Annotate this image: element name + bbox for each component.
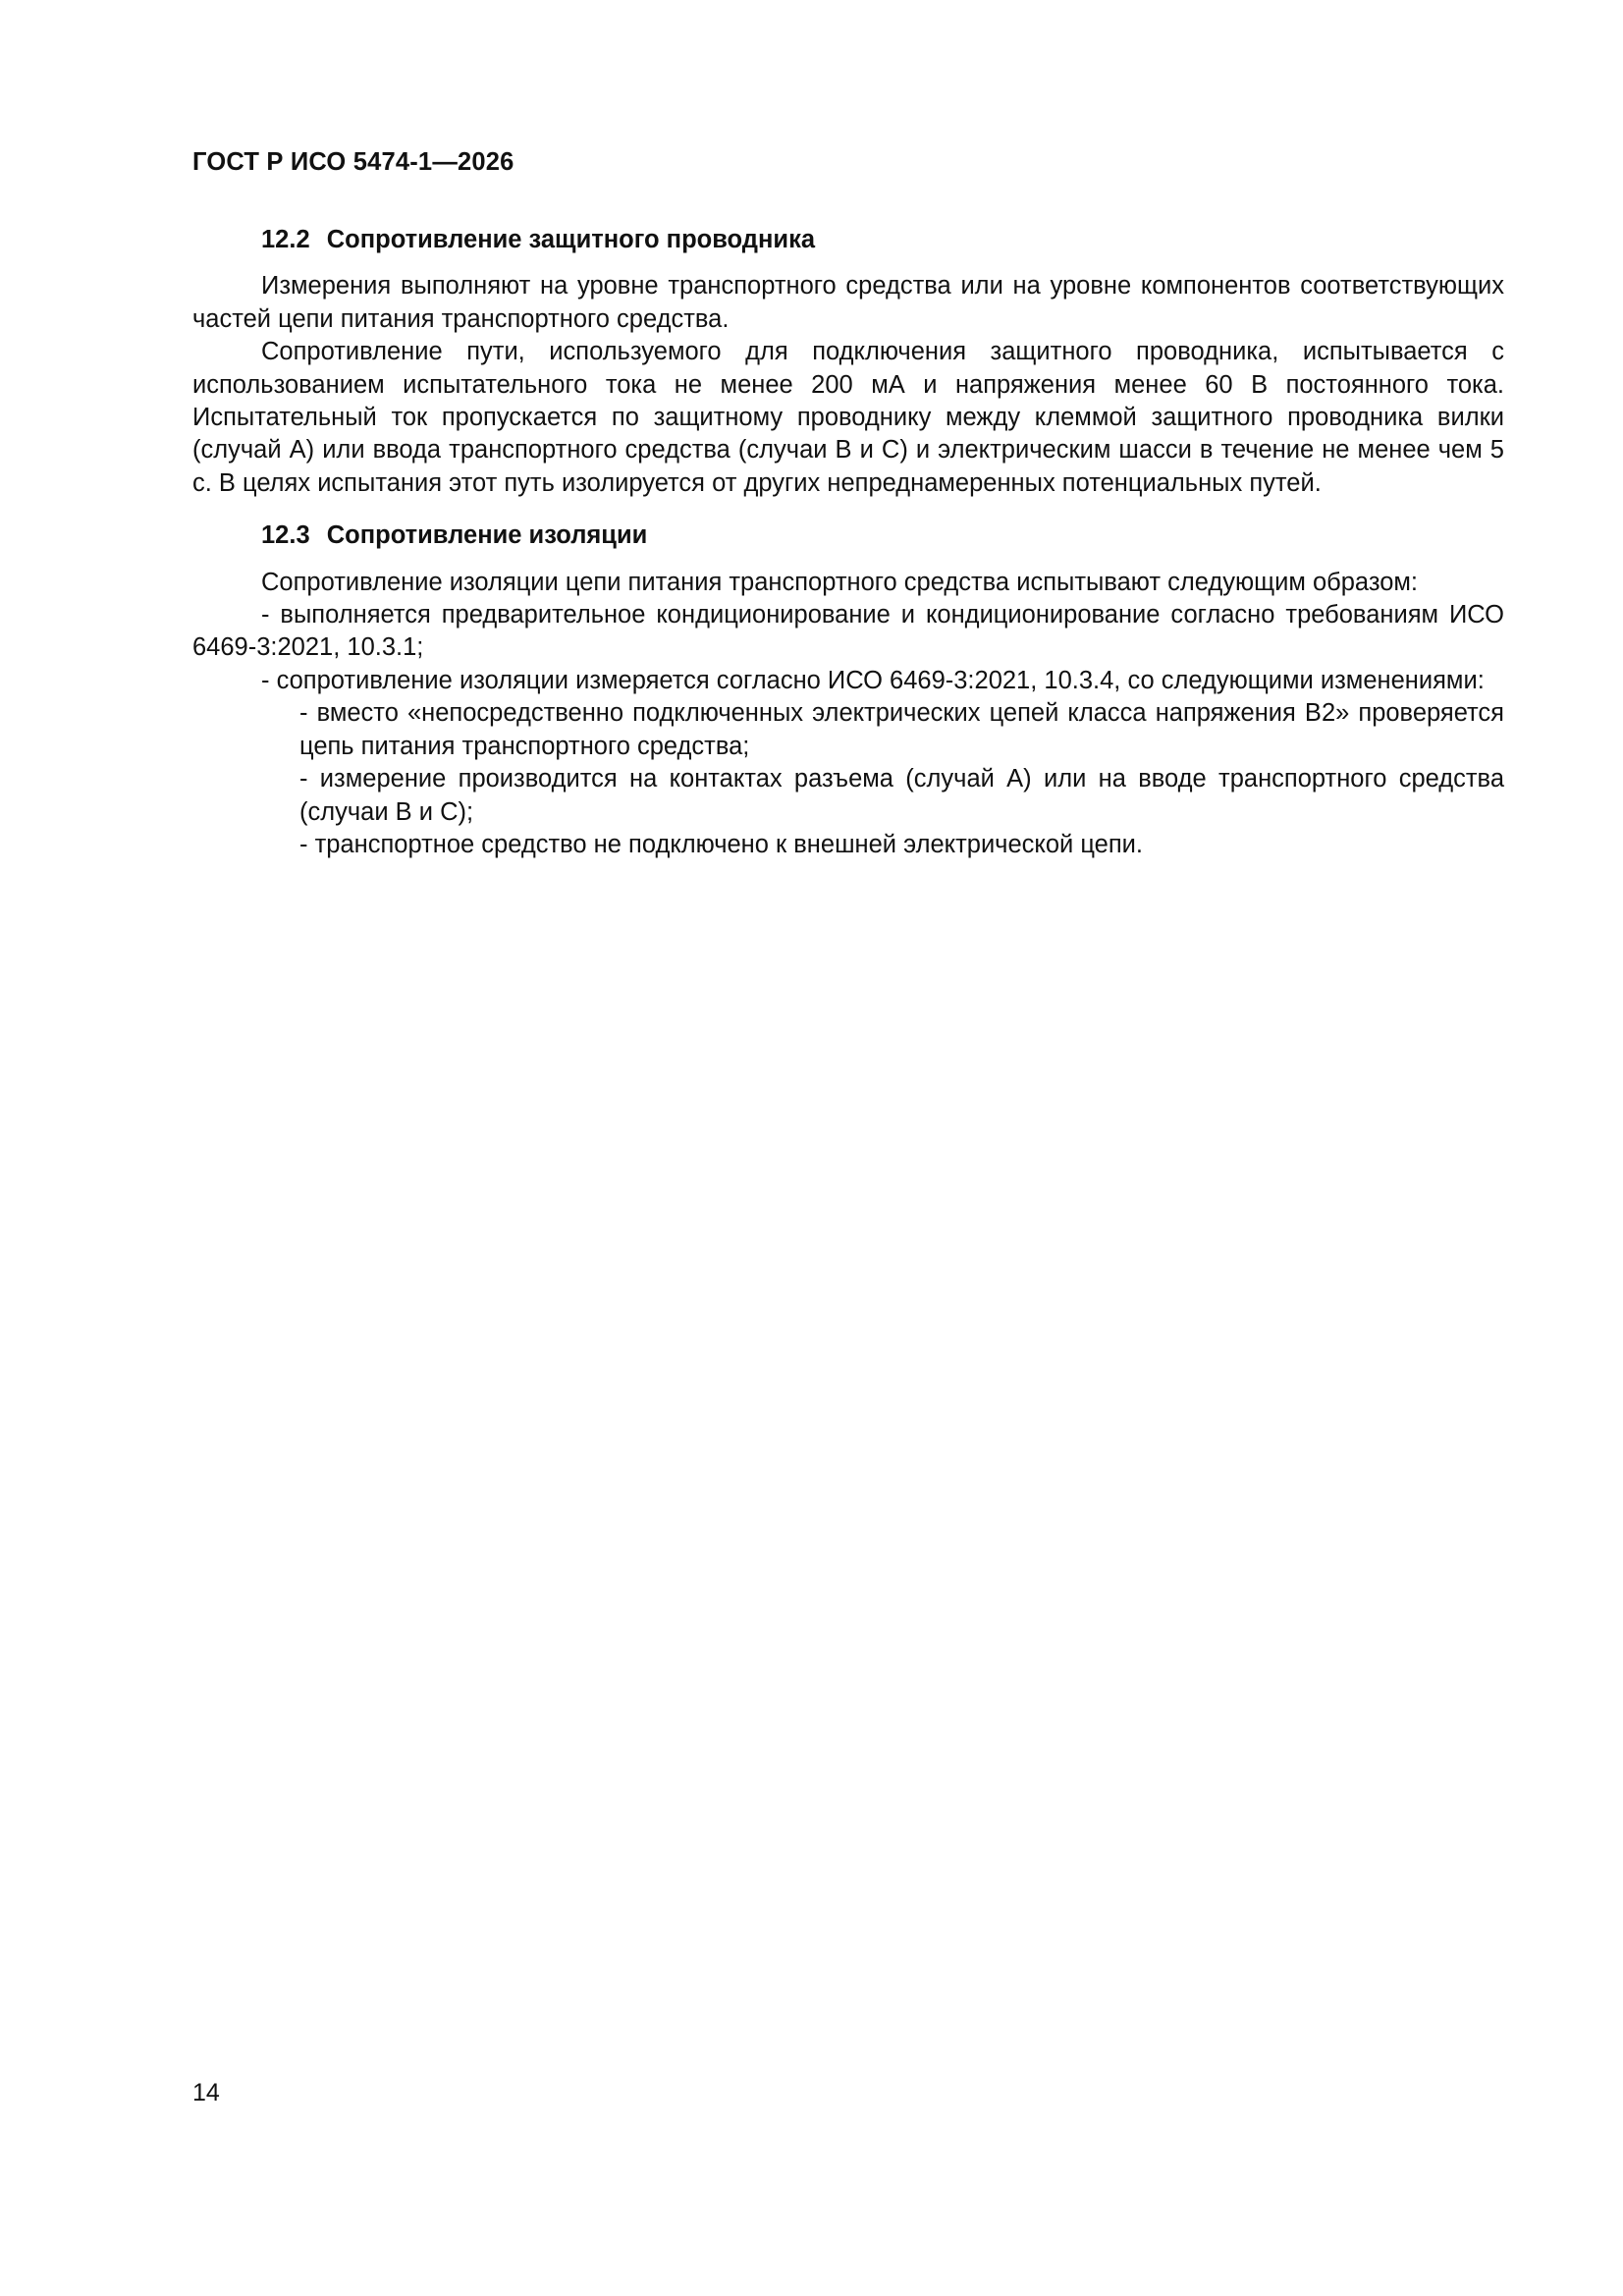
document-header: ГОСТ Р ИСО 5474-1—2026 [192,148,514,176]
paragraph: Измерения выполняют на уровне транспортного средства или на уровне компонентов соответствующих частей цепи питания транспортного средства. [192,272,1504,333]
section-title-12-3 [192,519,1504,552]
sub-list-item: - транспортное средство не подключено к внешней электрической цепи. [299,830,1143,858]
list-item: - выполняется предварительное кондиционирование и кондиционирование согласно требованиям ИСО 6469-3:2021, 10.3.1; [192,601,1504,662]
section-title-text: Сопротивление изоляции [326,521,648,550]
section-number: 12.3 [261,521,310,550]
page-number: 14 [192,2079,220,2106]
sub-list-item: - измерение производится на контактах разъема (случай А) или на вводе транспортного средства (случаи В и С); [299,765,1504,826]
section-number: 12.2 [261,226,310,253]
section-title-text: Сопротивление защитного проводника [326,226,816,253]
section-title-12-2 [192,224,1504,256]
list-item: - сопротивление изоляции измеряется согласно ИСО 6469-3:2021, 10.3.4, со следующими изменениями: [261,666,1485,694]
document-body [192,224,1504,861]
sub-list-item: - вместо «непосредственно подключенных электрических цепей класса напряжения В2» проверяется цепь питания транспортного средства; [299,699,1504,760]
paragraph: Сопротивление изоляции цепи питания транспортного средства испытывают следующим образом: [261,568,1419,596]
paragraph: Сопротивление пути, используемого для подключения защитного проводника, испытывается с использованием испытательного тока не менее 200 мА и напряжения менее 60 В постоянного тока. Испытательный ток пропускается по защитному проводнику между клеммой защитного проводника вилки (случай А) или ввода транспортного средства (случаи В и С) и электрическим шасси в течение не менее чем 5 с. В целях испытания этот путь изолируется от других непреднамеренных потенциальных путей. [192,338,1504,497]
